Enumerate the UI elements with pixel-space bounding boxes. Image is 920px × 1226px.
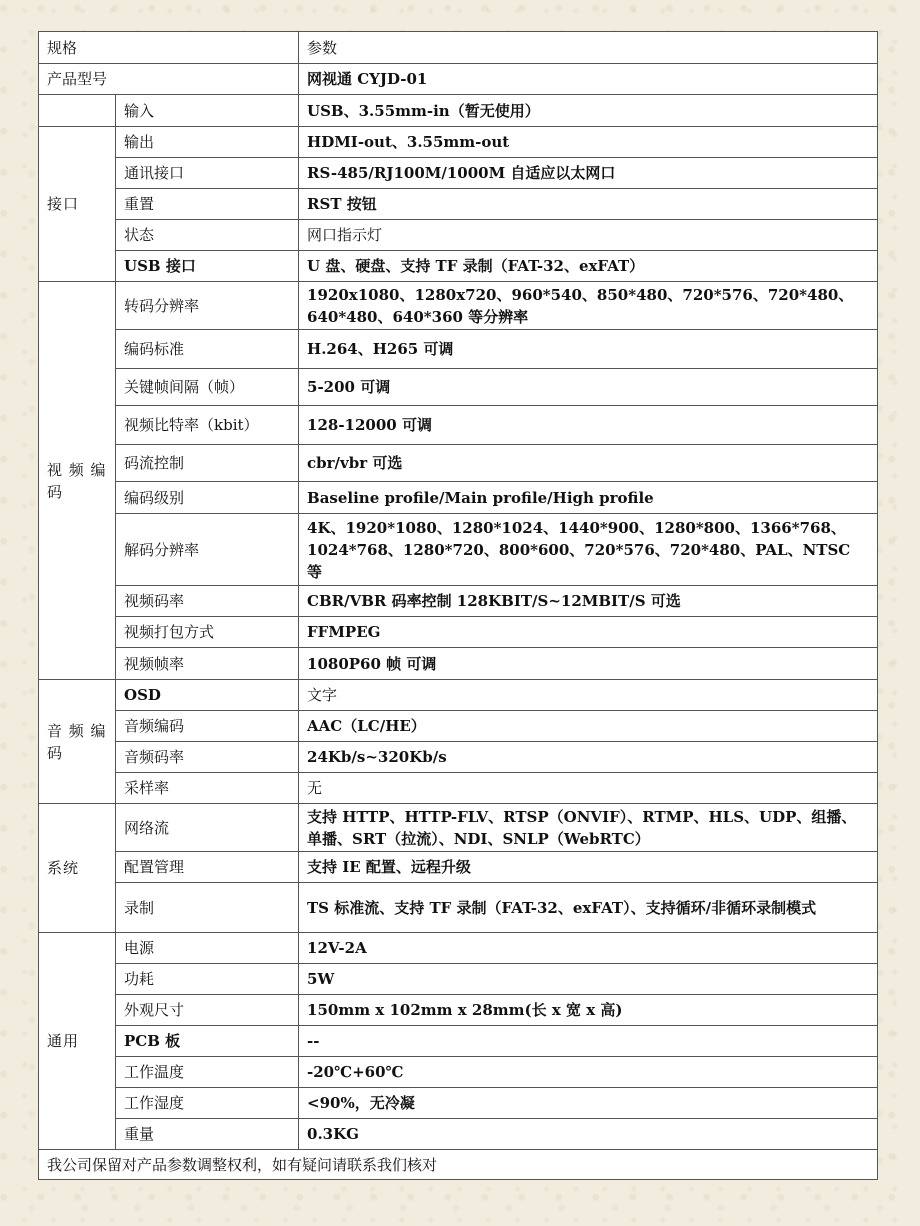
row-value: <90%，无冷凝 — [299, 1088, 878, 1119]
table-row — [39, 648, 878, 680]
table-row — [39, 964, 878, 995]
row-value: USB、3.55mm-in（暂无使用） — [299, 95, 878, 127]
row-label: 视频比特率（kbit） — [116, 406, 299, 445]
row-label: 关键帧间隔（帧） — [116, 369, 299, 406]
table-row — [39, 445, 878, 482]
footer-note: 我公司保留对产品参数调整权利，如有疑问请联系我们核对 — [39, 1150, 878, 1180]
row-value: cbr/vbr 可选 — [299, 445, 878, 482]
table-row — [39, 1026, 878, 1057]
row-label: 外观尺寸 — [116, 995, 299, 1026]
row-value: 5-200 可调 — [299, 369, 878, 406]
model-value: 网视通 CYJD-01 — [299, 64, 878, 95]
row-value: 1080P60 帧 可调 — [299, 648, 878, 680]
row-value: HDMI-out、3.55mm-out — [299, 127, 878, 158]
row-label: 配置管理 — [116, 852, 299, 883]
row-value: 128-12000 可调 — [299, 406, 878, 445]
row-label: 采样率 — [116, 773, 299, 804]
table-row — [39, 127, 878, 158]
row-label: 输入 — [116, 95, 299, 127]
category-audio: 音 频 编 码 — [39, 680, 116, 804]
row-value: 0.3KG — [299, 1119, 878, 1150]
row-label: 功耗 — [116, 964, 299, 995]
row-value: 12V-2A — [299, 933, 878, 964]
table-header-row — [39, 32, 878, 64]
row-label: 码流控制 — [116, 445, 299, 482]
header-spec-label: 规格 — [39, 32, 299, 64]
table-row — [39, 406, 878, 445]
row-label: 重置 — [116, 189, 299, 220]
table-row — [39, 369, 878, 406]
row-value: TS 标准流、支持 TF 录制（FAT-32、exFAT）、支持循环/非循环录制模式 — [299, 883, 878, 933]
row-label: 工作湿度 — [116, 1088, 299, 1119]
table-row — [39, 1088, 878, 1119]
row-value: Baseline profile/Main profile/High profile — [299, 482, 878, 514]
row-label: PCB 板 — [116, 1026, 299, 1057]
empty-cell — [39, 95, 116, 127]
table-row — [39, 64, 878, 95]
table-row — [39, 158, 878, 189]
row-value: 支持 HTTP、HTTP-FLV、RTSP（ONVIF）、RTMP、HLS、UDP、组播、单播、SRT（拉流）、NDI、SNLP（WebRTC） — [299, 804, 878, 852]
row-value: 24Kb/s~320Kb/s — [299, 742, 878, 773]
footer-row — [39, 1150, 878, 1180]
row-label: 视频码率 — [116, 586, 299, 617]
row-value: U 盘、硬盘、支持 TF 录制（FAT-32、exFAT） — [299, 251, 878, 282]
row-label: 网络流 — [116, 804, 299, 852]
row-label: 通讯接口 — [116, 158, 299, 189]
row-value: 1920x1080、1280x720、960*540、850*480、720*576、720*480、640*480、640*360 等分辨率 — [299, 282, 878, 330]
table-row — [39, 1057, 878, 1088]
category-interface: 接口 — [39, 127, 116, 282]
table-row — [39, 220, 878, 251]
row-label: 音频码率 — [116, 742, 299, 773]
row-value: 150mm x 102mm x 28mm(长 x 宽 x 高) — [299, 995, 878, 1026]
model-label: 产品型号 — [39, 64, 299, 95]
row-value: 无 — [299, 773, 878, 804]
table-row — [39, 95, 878, 127]
table-row — [39, 804, 878, 852]
table-row — [39, 711, 878, 742]
table-row — [39, 742, 878, 773]
row-value: RS-485/RJ100M/1000M 自适应以太网口 — [299, 158, 878, 189]
row-value: 4K、1920*1080、1280*1024、1440*900、1280*800、1366*768、1024*768、1280*720、800*600、720*576、720*480、PAL、NTSC 等 — [299, 514, 878, 586]
table-row — [39, 852, 878, 883]
row-value: 支持 IE 配置、远程升级 — [299, 852, 878, 883]
category-general: 通用 — [39, 933, 116, 1150]
spec-table — [38, 31, 878, 1180]
table-row — [39, 282, 878, 330]
table-row — [39, 586, 878, 617]
row-value: 文字 — [299, 680, 878, 711]
row-label: 状态 — [116, 220, 299, 251]
row-label: 输出 — [116, 127, 299, 158]
table-row — [39, 482, 878, 514]
table-row — [39, 680, 878, 711]
row-value: -- — [299, 1026, 878, 1057]
row-label: 编码级别 — [116, 482, 299, 514]
table-row — [39, 251, 878, 282]
row-label: 工作温度 — [116, 1057, 299, 1088]
table-row — [39, 330, 878, 369]
table-row — [39, 514, 878, 586]
row-value: AAC（LC/HE） — [299, 711, 878, 742]
table-row — [39, 933, 878, 964]
category-system: 系统 — [39, 804, 116, 933]
row-label: 电源 — [116, 933, 299, 964]
row-value: 5W — [299, 964, 878, 995]
row-value: -20℃+60℃ — [299, 1057, 878, 1088]
table-row — [39, 617, 878, 648]
row-label: 视频帧率 — [116, 648, 299, 680]
table-row — [39, 773, 878, 804]
header-value-label: 参数 — [299, 32, 878, 64]
table-row — [39, 883, 878, 933]
row-value: RST 按钮 — [299, 189, 878, 220]
row-value: H.264、H265 可调 — [299, 330, 878, 369]
row-label: 重量 — [116, 1119, 299, 1150]
row-value: 网口指示灯 — [299, 220, 878, 251]
row-label: 音频编码 — [116, 711, 299, 742]
row-label: 编码标准 — [116, 330, 299, 369]
row-label: 视频打包方式 — [116, 617, 299, 648]
row-value: CBR/VBR 码率控制 128KBIT/S~12MBIT/S 可选 — [299, 586, 878, 617]
row-label: 转码分辨率 — [116, 282, 299, 330]
table-row — [39, 995, 878, 1026]
row-label: OSD — [116, 680, 299, 711]
row-label: USB 接口 — [116, 251, 299, 282]
row-label: 录制 — [116, 883, 299, 933]
row-label: 解码分辨率 — [116, 514, 299, 586]
category-video: 视 频 编 码 — [39, 282, 116, 680]
table-row — [39, 1119, 878, 1150]
table-row — [39, 189, 878, 220]
row-value: FFMPEG — [299, 617, 878, 648]
